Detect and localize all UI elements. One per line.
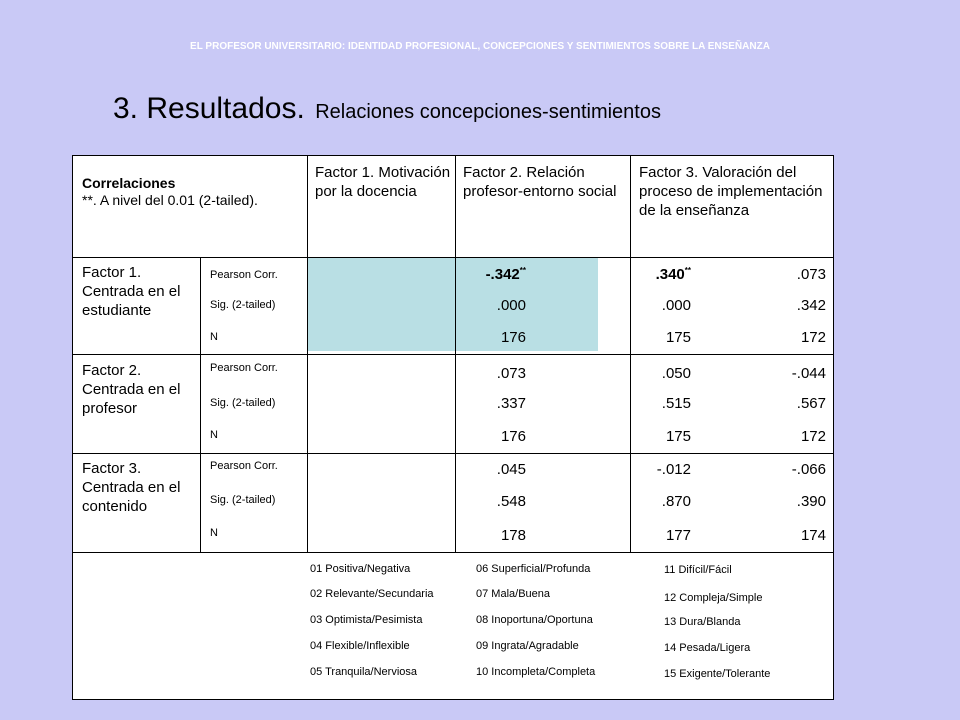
stat-label: Pearson Corr. [210,460,278,472]
slide-title [113,92,661,126]
grid-line [72,699,834,700]
stat-label: N [210,429,218,441]
stat-label: Pearson Corr. [210,362,278,374]
grid-line [72,155,834,156]
legend-item: 12 Compleja/Simple [664,592,763,604]
grid-line [833,155,834,700]
correlation-value: .340** [655,266,691,283]
row-header: Factor 1. Centrada en el estudiante [82,264,181,319]
legend-item: 03 Optimista/Pesimista [310,614,423,626]
correlation-value: 172 [800,329,826,346]
legend-item: 01 Positiva/Negativa [310,563,411,575]
legend-item: 10 Incompleta/Completa [476,666,596,678]
legend-item: 15 Exigente/Tolerante [664,668,771,680]
grid-line [72,552,834,553]
legend-item: 06 Superficial/Profunda [476,563,591,575]
column-header: Factor 1. Motivación por la docencia [315,164,451,200]
correlation-value: .342 [796,297,826,314]
correlation-table [72,155,834,700]
legend-item: 11 Difícil/Fácil [664,564,732,576]
grid-line [72,354,834,355]
correlation-value: 178 [500,527,526,544]
stat-label: Sig. (2-tailed) [210,299,276,311]
corner-title: Correlaciones [82,175,176,191]
correlation-value: .000 [661,297,691,314]
stat-label: Sig. (2-tailed) [210,494,276,506]
correlation-value: 176 [500,428,526,445]
legend-item: 05 Tranquila/Nerviosa [310,666,418,678]
legend-item: 14 Pesada/Ligera [664,642,751,654]
correlation-value: .000 [496,297,526,314]
legend-item: 07 Mala/Buena [476,588,550,600]
row-header: Factor 3. Centrada en el contenido [82,460,181,515]
correlation-value: .073 [796,266,826,283]
correlation-value: .515 [661,395,691,412]
correlation-value: 175 [665,329,691,346]
grid-line [72,155,73,700]
correlation-value: 174 [800,527,826,544]
legend-item: 08 Inoportuna/Oportuna [476,614,593,626]
grid-line [72,453,834,454]
column-header: Factor 2. Relación profesor-entorno social [463,164,617,200]
running-header: EL PROFESOR UNIVERSITARIO: IDENTIDAD PROFESIONAL, CONCEPCIONES Y SENTIMIENTOS SOBRE LA ENSEÑANZA [190,41,770,52]
row-header: Factor 2. Centrada en el profesor [82,362,181,417]
correlation-value: 172 [800,428,826,445]
stat-label: N [210,527,218,539]
legend-item: 09 Ingrata/Agradable [476,640,579,652]
correlation-value: .870 [661,493,691,510]
correlation-value: .073 [496,365,526,382]
grid-line [200,257,201,552]
title-main: 3. Resultados. [113,92,305,125]
legend-item: 02 Relevante/Secundaria [310,588,434,600]
grid-line [72,257,834,258]
correlation-value: .567 [796,395,826,412]
legend-item: 13 Dura/Blanda [664,616,741,628]
correlation-value: .045 [496,461,526,478]
correlation-value: .050 [661,365,691,382]
title-sub: Relaciones concepciones-sentimientos [315,101,661,123]
highlight-block [307,257,598,351]
stat-label: N [210,331,218,343]
correlation-value: .337 [496,395,526,412]
column-header: Factor 3. Valoración del proceso de implementación de la enseñanza [639,164,823,219]
correlation-value: -.044 [791,365,826,382]
correlation-value: -.342** [485,266,526,283]
corner-cell [82,175,302,209]
correlation-value: 177 [665,527,691,544]
stat-label: Sig. (2-tailed) [210,397,276,409]
stat-label: Pearson Corr. [210,269,278,281]
correlation-value: 176 [500,329,526,346]
corner-note: **. A nivel del 0.01 (2-tailed). [82,192,258,208]
correlation-value: .390 [796,493,826,510]
correlation-value: 175 [665,428,691,445]
legend-item: 04 Flexible/Inflexible [310,640,410,652]
correlation-value: -.066 [791,461,826,478]
correlation-value: .548 [496,493,526,510]
correlation-value: -.012 [656,461,691,478]
